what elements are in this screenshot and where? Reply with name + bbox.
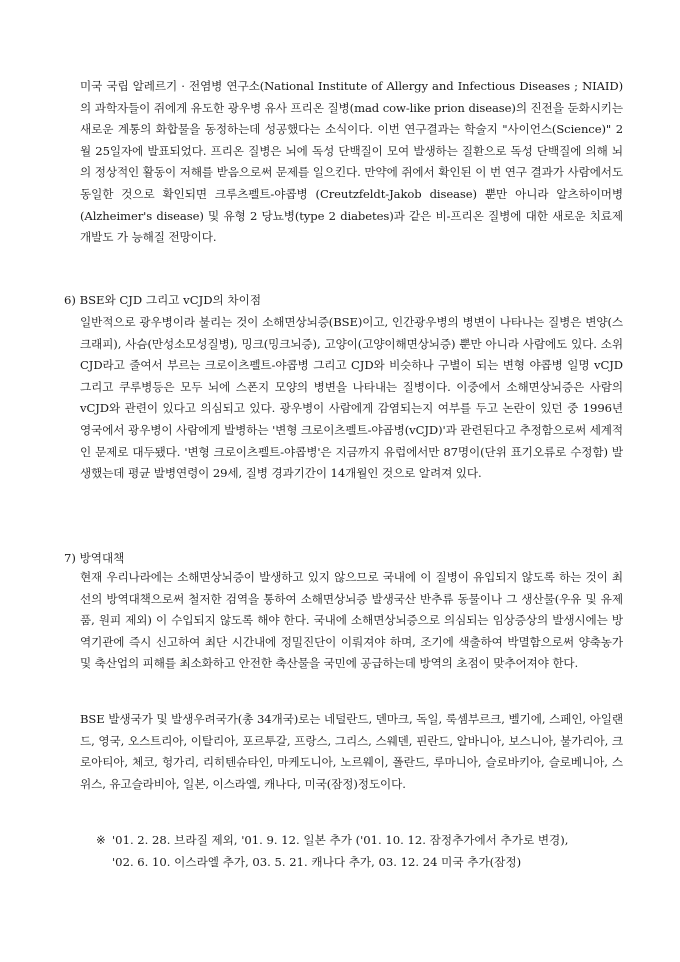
footnote-mark: ※: [96, 833, 106, 847]
section-6-paragraph: 일반적으로 광우병이라 불리는 것이 소해면상뇌증(BSE)이고, 인간광우병의 병변이 나타나는 질병은 변양(스크래피), 사슴(만성소모성질병), 밍크(밍크뇌증), 고양이(고양이해면상뇌증) 뿐만 아니라 사람에도 있다. 소위 CJD라고 줄여서 부르는 크로이츠펠트-야콥병 그리고 CJD와 비슷하나 구별이 되는 변형 야콥병 일명 vCJD 그리고 쿠루병등은 모두 뇌에 스폰지 모양의 병변을 나타내는 질병이다. 이중에서 소해면상뇌증은 사람의 vCJD와 관련이 있다고 의심되고 있다. 광우병이 사람에게 감염되는지 여부를 두고 논란이 있던 중 1996년 영국에서 광우병이 사람에게 발병하는 '변형 크로이츠펠트-야곱병(vCJD)'과 관련된다고 추정함으로써 세계적인 문제로 대두됐다. '변형 크로이츠펠트-야콥병'은 지금까지 유럽에서만 87명이(단위 표기오류로 수정함) 발생했는데 평균 발병연령이 29세, 질병 경과기간이 14개월인 것으로 알려져 있다.: [80, 315, 623, 481]
footnote-line-2: '02. 6. 10. 이스라엘 추가, 03. 5. 21. 캐나다 추가, 03. 12. 24 미국 추가(잠정): [112, 854, 522, 869]
footnote-line-1: '01. 2. 28. 브라질 제외, '01. 9. 12. 일본 추가 ('01. 10. 12. 잠정추가에서 추가로 변경),: [112, 833, 569, 847]
section-7-paragraph-1: 현재 우리나라에는 소해면상뇌증이 발생하고 있지 않으므로 국내에 이 질병이 유입되지 않도록 하는 것이 최선의 방역대책으로써 철저한 검역을 통하여 소해면상뇌증 발생국산 반추류 동물이나 그 생산물(우유 및 유제품, 원피 제외) 이 수입되지 않도록 해야 한다. 국내에 소해면상뇌증으로 의심되는 임상증상의 발생시에는 방역기관에 즉시 신고하여 최단 시간내에 정밀진단이 이뤄져야 하며, 조기에 색출하여 박멸함으로써 양축농가 및 축산업의 피해를 최소화하고 안전한 축산물을 국민에 공급하는데 방역의 초점이 맞추어져야 한다.: [80, 570, 623, 671]
section-6-heading: 6) BSE와 CJD 그리고 vCJD의 차이점: [64, 293, 262, 307]
footnote: [96, 830, 626, 873]
section-7-paragraph-2: BSE 발생국가 및 발생우려국가(총 34개국)로는 네덜란드, 덴마크, 독일, 룩셈부르크, 벨기에, 스페인, 아일랜드, 영국, 오스트리아, 이탈리아, 포르투갈, 프랑스, 그리스, 스웨덴, 핀란드, 알바니아, 보스니아, 불가리아, 크로아티아, 체코, 헝가리, 리히텐슈타인, 마케도니아, 노르웨이, 폴란드, 루마니아, 슬로바키아, 슬로베니아, 스위스, 유고슬라비아, 일본, 이스라엘, 캐나다, 미국(잠정)정도이다.: [80, 712, 623, 791]
intro-paragraph: 미국 국립 알레르기 · 전염병 연구소(National Institute of Allergy and Infectious Diseases ; NIAID)의 과학자들이 쥐에게 유도한 광우병 유사 프리온 질병(mad cow-like prion disease)의 진전을 둔화시키는 새로운 계통의 화합물을 동정하는데 성공했다는 소식이다. 이번 연구결과는 학술지 "사이언스(Science)" 2월 25일자에 발표되었다. 프리온 질병은 뇌에 독성 단백질이 모여 발생하는 질환으로 독성 단백질에 의해 뇌의 정상적인 활동이 저해를 받음으로써 문제를 일으킨다. 만약에 쥐에서 확인된 이 번 연구 결과가 사람에서도 동일한 것으로 확인되면 크루츠펠트-야콥병 (Creutzfeldt-Jakob disease) 뿐만 아니라 알츠하이머병(Alzheimer's disease) 및 유형 2 당뇨병(type 2 diabetes)과 같은 비-프리온 질병에 대한 새로운 치료제 개발도 가 능해질 전망이다.: [80, 79, 623, 245]
section-7-heading: 7) 방역대책: [64, 551, 125, 565]
